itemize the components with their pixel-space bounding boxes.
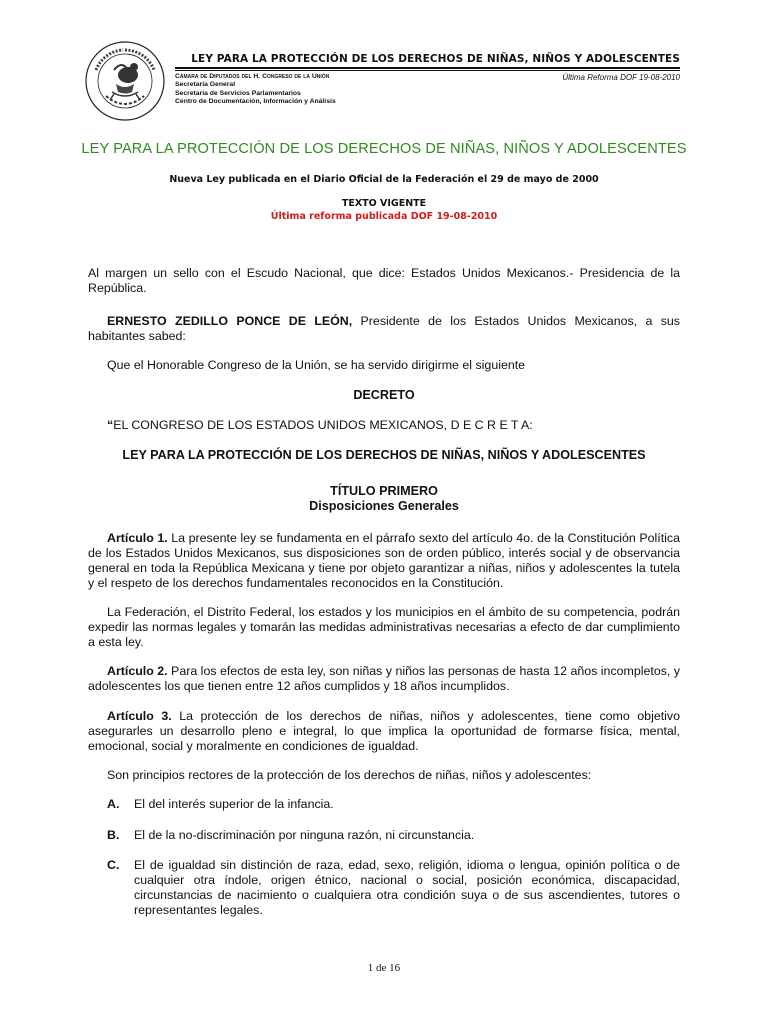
list-item-text: El del interés superior de la infancia. (134, 797, 334, 811)
page-number: 1 de 16 (367, 962, 401, 974)
publication-note: Nueva Ley publicada en el Diario Oficial de la Federación el 29 de mayo de 2000 (169, 174, 599, 185)
list-item-letter: A. (107, 797, 120, 811)
congress-paragraph: Que el Honorable Congreso de la Unión, se ha servido dirigirme el siguiente (107, 358, 526, 372)
list-item-letter: C. (107, 858, 120, 872)
header-title: LEY PARA LA PROTECCIÓN DE LOS DERECHOS DE NIÑAS, NIÑOS Y ADOLESCENTES (191, 53, 680, 65)
principles-intro: Son principios rectores de la protección de los derechos de niñas, niños y adolescentes: (107, 768, 592, 782)
document-title: LEY PARA LA PROTECCIÓN DE LOS DERECHOS DE NIÑAS, NIÑOS Y ADOLESCENTES (81, 141, 687, 157)
law-title: LEY PARA LA PROTECCIÓN DE LOS DERECHOS DE NIÑAS, NIÑOS Y ADOLESCENTES (122, 448, 646, 462)
header-org-line: Centro de Documentación, Información y Análisis (175, 98, 336, 106)
list-item-letter: B. (107, 828, 120, 842)
president-text: Presidente de los Estados Unidos Mexicanos, a sus habitantes sabed: (88, 314, 680, 343)
article-1-paragraph (88, 531, 680, 591)
president-name: ERNESTO ZEDILLO PONCE DE LEÓN, (107, 314, 353, 328)
article-2-label: Artículo 2. (107, 664, 168, 678)
disposiciones-heading: Disposiciones Generales (309, 499, 459, 513)
header-org-line: Secretaría General (175, 81, 236, 89)
opening-quote: “ (107, 418, 114, 432)
list-item-text: El de igualdad sin distinción de raza, edad, sexo, religión, idioma o lengua, opinión política o de cualquier otra índole, origen étnico, nacional o social, posición económica, discapacidad, circunstancias de nacimiento o cualquiera otra condición suya o de sus ascendientes, tutores o representantes legales. (134, 858, 680, 917)
status-label: TEXTO VIGENTE (341, 198, 427, 209)
margin-paragraph: Al margen un sello con el Escudo Nacional, que dice: Estados Unidos Mexicanos.- Presidencia de la República. (88, 266, 680, 295)
article-3-text: La protección de los derechos de niñas, niños y adolescentes, tiene como objetivo asegurarles un desarrollo pleno e integral, lo que implica la oportunidad de formarse física, mental, emocional, social y moralmente en condiciones de igualdad. (88, 709, 680, 753)
header-reform-note: Última Reforma DOF 19-08-2010 (562, 73, 680, 82)
article-3-paragraph (88, 709, 680, 754)
list-item-text: El de la no-discriminación por ninguna razón, ni circunstancia. (134, 828, 475, 842)
header-org-line: Secretaría de Servicios Parlamentarios (175, 89, 301, 97)
president-paragraph (88, 314, 680, 344)
header-rule (175, 67, 680, 69)
titulo-heading: TÍTULO PRIMERO (330, 484, 438, 498)
article-1-paragraph-2: La Federación, el Distrito Federal, los estados y los municipios en el ámbito de su competencia, podrán expedir las normas legales y tomarán las medidas administrativas necesarias a efecto de dar cumplimiento a esta ley. (88, 605, 680, 649)
decreto-heading: DECRETO (353, 388, 415, 402)
article-3-label: Artículo 3. (107, 709, 172, 723)
article-1-text: La presente ley se fundamenta en el párrafo sexto del artículo 4o. de la Constitución Política de los Estados Unidos Mexicanos, sus disposiciones son de orden público, interés social y de observancia general en toda la República Mexicana y tiene por objeto garantizar a niñas, niños y adolescentes la tutela y el respeto de los derechos fundamentales reconocidos en la Constitución. (88, 531, 681, 590)
header-org-line: Cámara de Diputados del H. Congreso de la Unión (175, 73, 330, 80)
article-1-label: Artículo 1. (107, 531, 168, 545)
article-2-paragraph (88, 664, 680, 694)
header-org-block (175, 73, 336, 107)
decreta-text: EL CONGRESO DE LOS ESTADOS UNIDOS MEXICANOS, D E C R E T A: (113, 418, 533, 432)
last-reform-note: Última reforma publicada DOF 19-08-2010 (270, 211, 498, 222)
article-2-text: Para los efectos de esta ley, son niñas y niños las personas de hasta 12 años incompletos, y adolescentes los que tienen entre 12 años cumplidos y 18 años incumplidos. (88, 664, 681, 693)
decreta-paragraph (88, 418, 680, 433)
header-rule-thin (175, 70, 680, 71)
national-seal-image (84, 40, 166, 122)
